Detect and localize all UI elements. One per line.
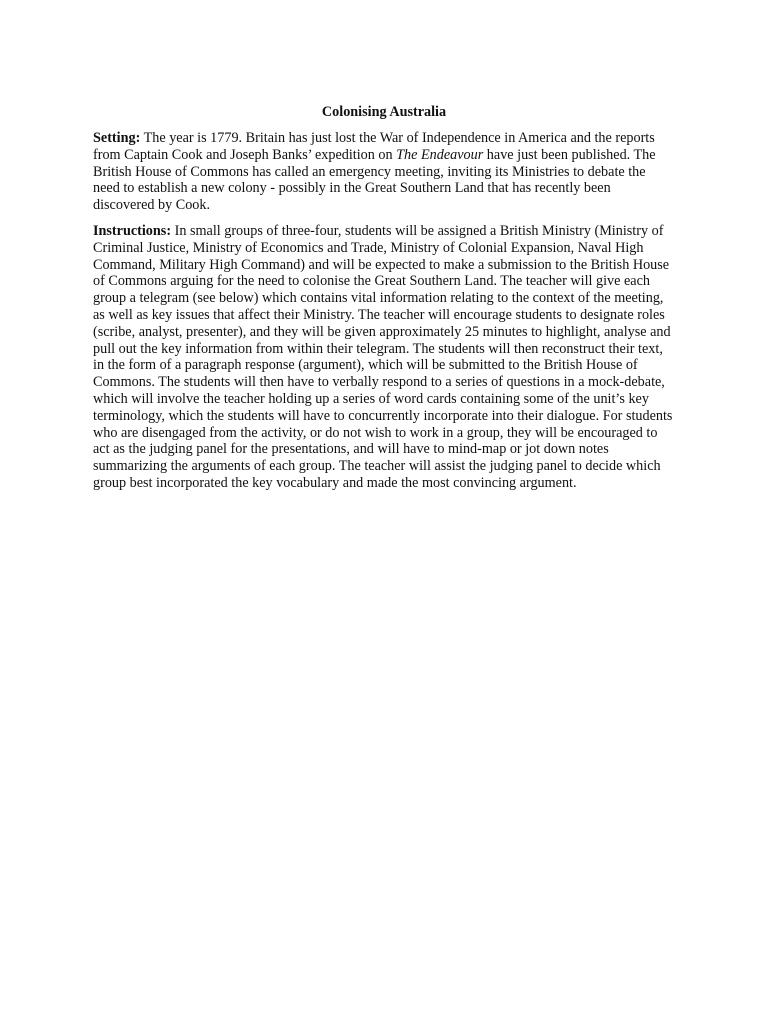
instructions-text: In small groups of three-four, students will be assigned a British Ministry (Ministry of Criminal Justice, Ministry of Economics and Trade, Ministry of Colonial Expansion, Naval High Command, Military High Command) and will be expected to make a submission to the British House of Commons arguing for the need to colonise the Great Southern Land. The teacher will give each group a telegram (see below) which contains vital information relating to the context of the meeting, as well as key issues that affect their Ministry. The teacher will encourage students to designate roles (scribe, analyst, presenter), and they will be given approximately 25 minutes to highlight, analyse and pull out the key information from within their telegram. The students will then reconstruct their text, in the form of a paragraph response (argument), which will be submitted to the British House of Commons. The students will then have to verbally respond to a series of questions in a mock-debate, which will involve the teacher holding up a series of word cards containing some of the unit’s key terminology, which the students will have to concurrently incorporate into their dialogue. For students who are disengaged from the activity, or do not wish to work in a group, they will be encouraged to act as the judging panel for the presentations, and will have to mind-map or jot down notes summarizing the arguments of each group. The teacher will assist the judging panel to decide which group best incorporated the key vocabulary and made the most convincing argument. [93,222,673,491]
ship-name: The Endeavour [396,146,484,163]
setting-text-part-1: The year is 1779. Britain has just lost the War of Independence in America and the reports from Captain Cook and Joseph Banks’ expedition on [93,130,655,163]
instructions-label: Instructions: [93,222,172,239]
instructions-paragraph [93,223,675,492]
setting-label: Setting: [93,130,141,146]
setting-paragraph [93,130,675,214]
document-title: Colonising Australia [321,104,447,120]
document-body [93,104,675,501]
setting-text-part-2: have just been published. The British House of Commons has called an emergency meeting, inviting its Ministries to debate the need to establish a new colony - possibly in the Great Southern Land that has recently been discovered by Cook. [93,146,656,214]
